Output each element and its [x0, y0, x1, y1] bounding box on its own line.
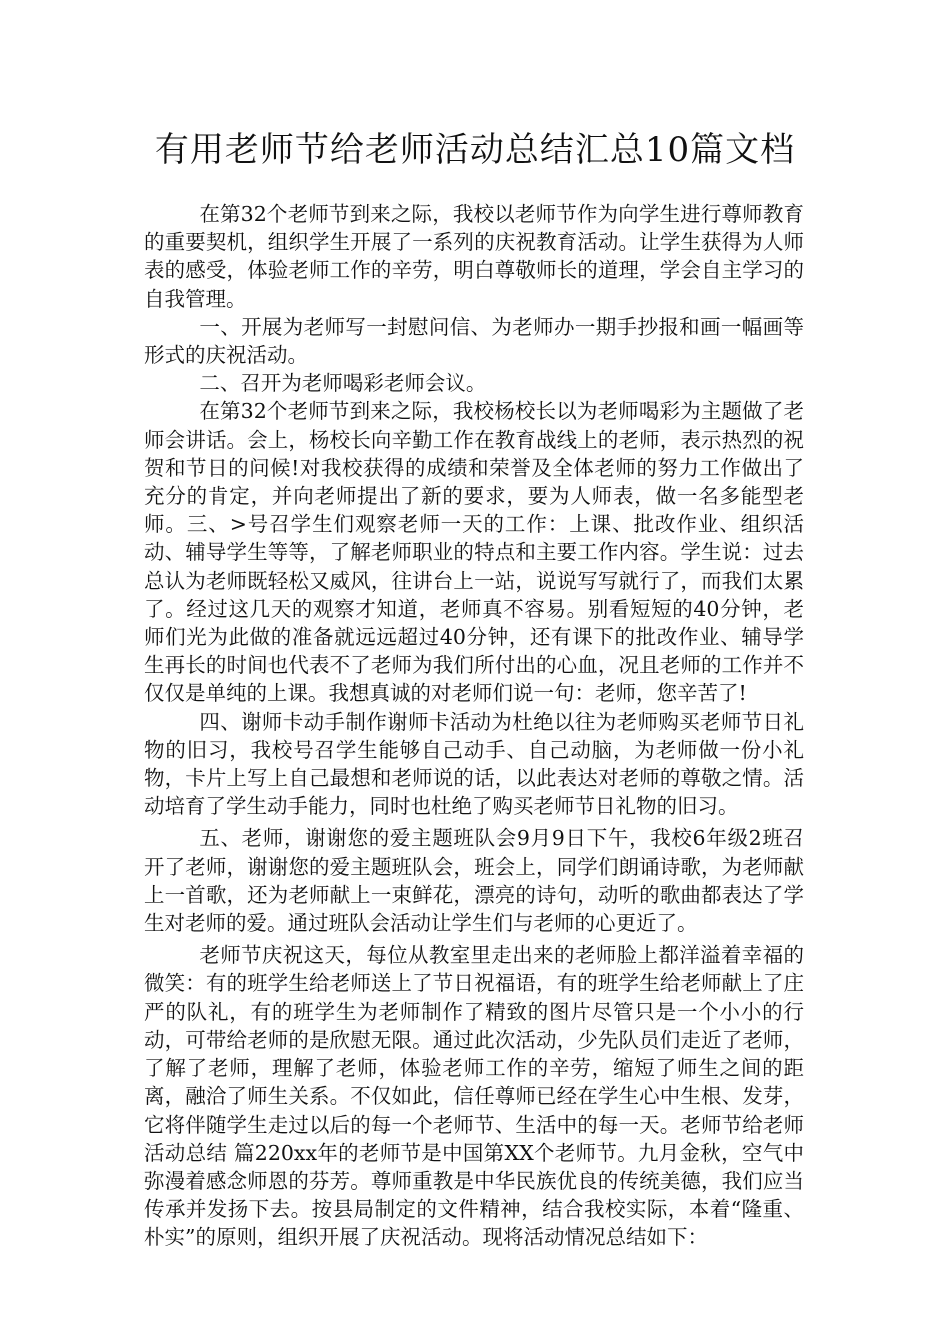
paragraph-principal-speech: 在第32个老师节到来之际，我校杨校长以为老师喝彩为主题做了老师会讲话。会上，杨校长向辛勤工作在教育战线上的老师，表示热烈的祝贺和节日的问候!对我校获得的成绩和荣誉及全体老师的努力工作做出了充分的肯定，并向老师提出了新的要求，要为人师表，做一名多能型老师。三、>号召学生们观察老师一天的工作：上课、批改作业、组织活动、辅导学生等等，了解老师职业的特点和主要工作内容。学生说：过去总认为老师既轻松又威风，往讲台上一站，说说写写就行了，而我们太累了。经过这几天的观察才知道，老师真不容易。别看短短的40分钟，老师们光为此做的准备就远远超过40分钟，还有课下的批改作业、辅导学生再长的时间也代表不了老师为我们所付出的心血，况且老师的工作并不仅仅是单纯的上课。我想真诚的对老师们说一句：老师，您辛苦了!: [144, 399, 804, 706]
paragraph-section-one: 一、开展为老师写一封慰问信、为老师办一期手抄报和画一幅画等形式的庆祝活动。: [144, 314, 804, 368]
paragraph-intro: 在第32个老师节到来之际，我校以老师节作为向学生进行尊师教育的重要契机，组织学生开展了一系列的庆祝教育活动。让学生获得为人师表的感受，体验老师工作的辛劳，明白尊敬师长的道理，学会自主学习的自我管理。: [144, 202, 804, 311]
paragraph-section-five: 五、老师，谢谢您的爱主题班队会9月9日下午，我校6年级2班召开了老师，谢谢您的爱主题班队会，班会上，同学们朗诵诗歌，为老师献上一首歌，还为老师献上一束鲜花，漂亮的诗句，动听的歌曲都表达了学生对老师的爱。通过班队会活动让学生们与老师的心更近了。: [144, 826, 804, 936]
document-body: [144, 200, 804, 1252]
paragraph-section-four: 四、谢师卡动手制作谢师卡活动为杜绝以往为老师购买老师节日礼物的旧习，我校号召学生能够自己动手、自己动脑，为老师做一份小礼物，卡片上写上自己最想和老师说的话，以此表达对老师的尊敬之情。活动培育了学生动手能力，同时也杜绝了购买老师节日礼物的旧习。: [144, 709, 804, 819]
paragraph-celebration: 老师节庆祝这天，每位从教室里走出来的老师脸上都洋溢着幸福的微笑：有的班学生给老师送上了节日祝福语，有的班学生给老师献上了庄严的队礼，有的班学生为老师制作了精致的图片尽管只是一个小小的行动，可带给老师的是欣慰无限。通过此次活动，少先队员们走近了老师，了解了老师，理解了老师，体验老师工作的辛劳，缩短了师生之间的距离，融洽了师生关系。不仅如此，信任尊师已经在学生心中生根、发芽，它将伴随学生走过以后的每一个老师节、生活中的每一天。老师节给老师活动总结 篇220xx年的老师节是中国第XX个老师节。九月金秋，空气中弥漫着感念师恩的芬芳。尊师重教是中华民族优良的传统美德，我们应当传承并发扬下去。按县局制定的文件精神，结合我校实际，本着“隆重、朴实”的原则，组织开展了庆祝活动。现将活动情况总结如下：: [144, 943, 804, 1250]
paragraph-section-two: 二、召开为老师喝彩老师会议。: [199, 371, 487, 396]
document-title: 有用老师节给老师活动总结汇总10篇文档: [154, 130, 796, 170]
